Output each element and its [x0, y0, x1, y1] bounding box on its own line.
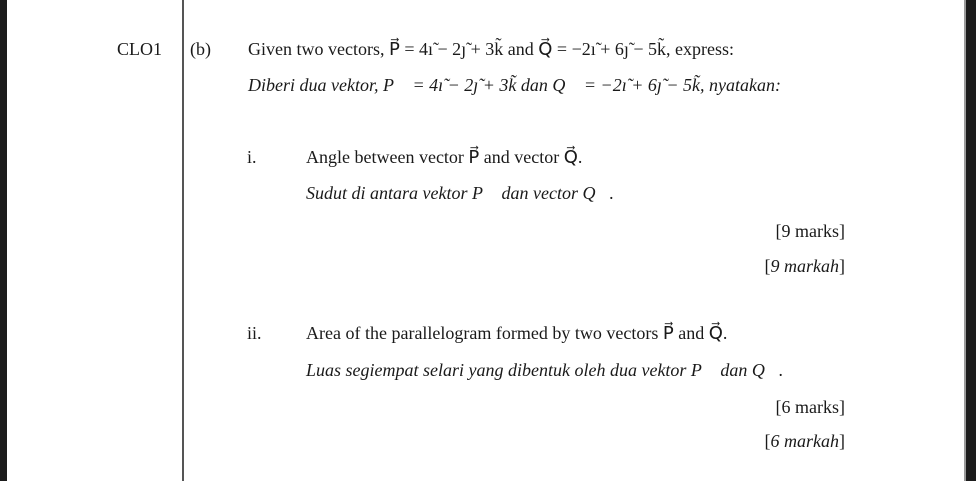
marks-english: [6 marks] — [775, 397, 845, 417]
question-english: Angle between vector P⃗ and vector Q⃗. — [306, 147, 583, 167]
marks-malay-text: 9 markah — [770, 256, 839, 276]
scan-right-border — [966, 0, 976, 481]
table-column-divider — [182, 0, 184, 481]
question-malay: Luas segiempat selari yang dibentuk oleh dua vektor P⃗ dan Q⃗. — [306, 360, 784, 380]
intro-malay: Diberi dua vektor, P⃗ = 4ı̃ − 2ȷ̃ + 3k̃ dan Q⃗ = −2ı̃ + 6ȷ̃ − 5k̃, nyatakan: — [248, 75, 781, 95]
question-malay: Sudut di antara vektor P⃗ dan vector Q⃗. — [306, 183, 614, 203]
intro-english: Given two vectors, P⃗ = 4ı̃ − 2ȷ̃ + 3k̃ and Q⃗ = −2ı̃ + 6ȷ̃ − 5k̃, express: — [248, 39, 735, 59]
marks-malay: [9 markah] — [764, 256, 845, 276]
question-number: i. — [247, 147, 257, 167]
marks-malay: [6 markah] — [764, 431, 845, 451]
part-label: (b) — [190, 39, 211, 59]
question-number: ii. — [247, 323, 262, 343]
marks-malay-text: 6 markah — [770, 431, 839, 451]
marks-english: [9 marks] — [775, 221, 845, 241]
question-english: Area of the parallelogram formed by two vectors P⃗ and Q⃗. — [306, 323, 728, 343]
clo-label: CLO1 — [117, 39, 162, 59]
scan-left-border — [0, 0, 7, 481]
